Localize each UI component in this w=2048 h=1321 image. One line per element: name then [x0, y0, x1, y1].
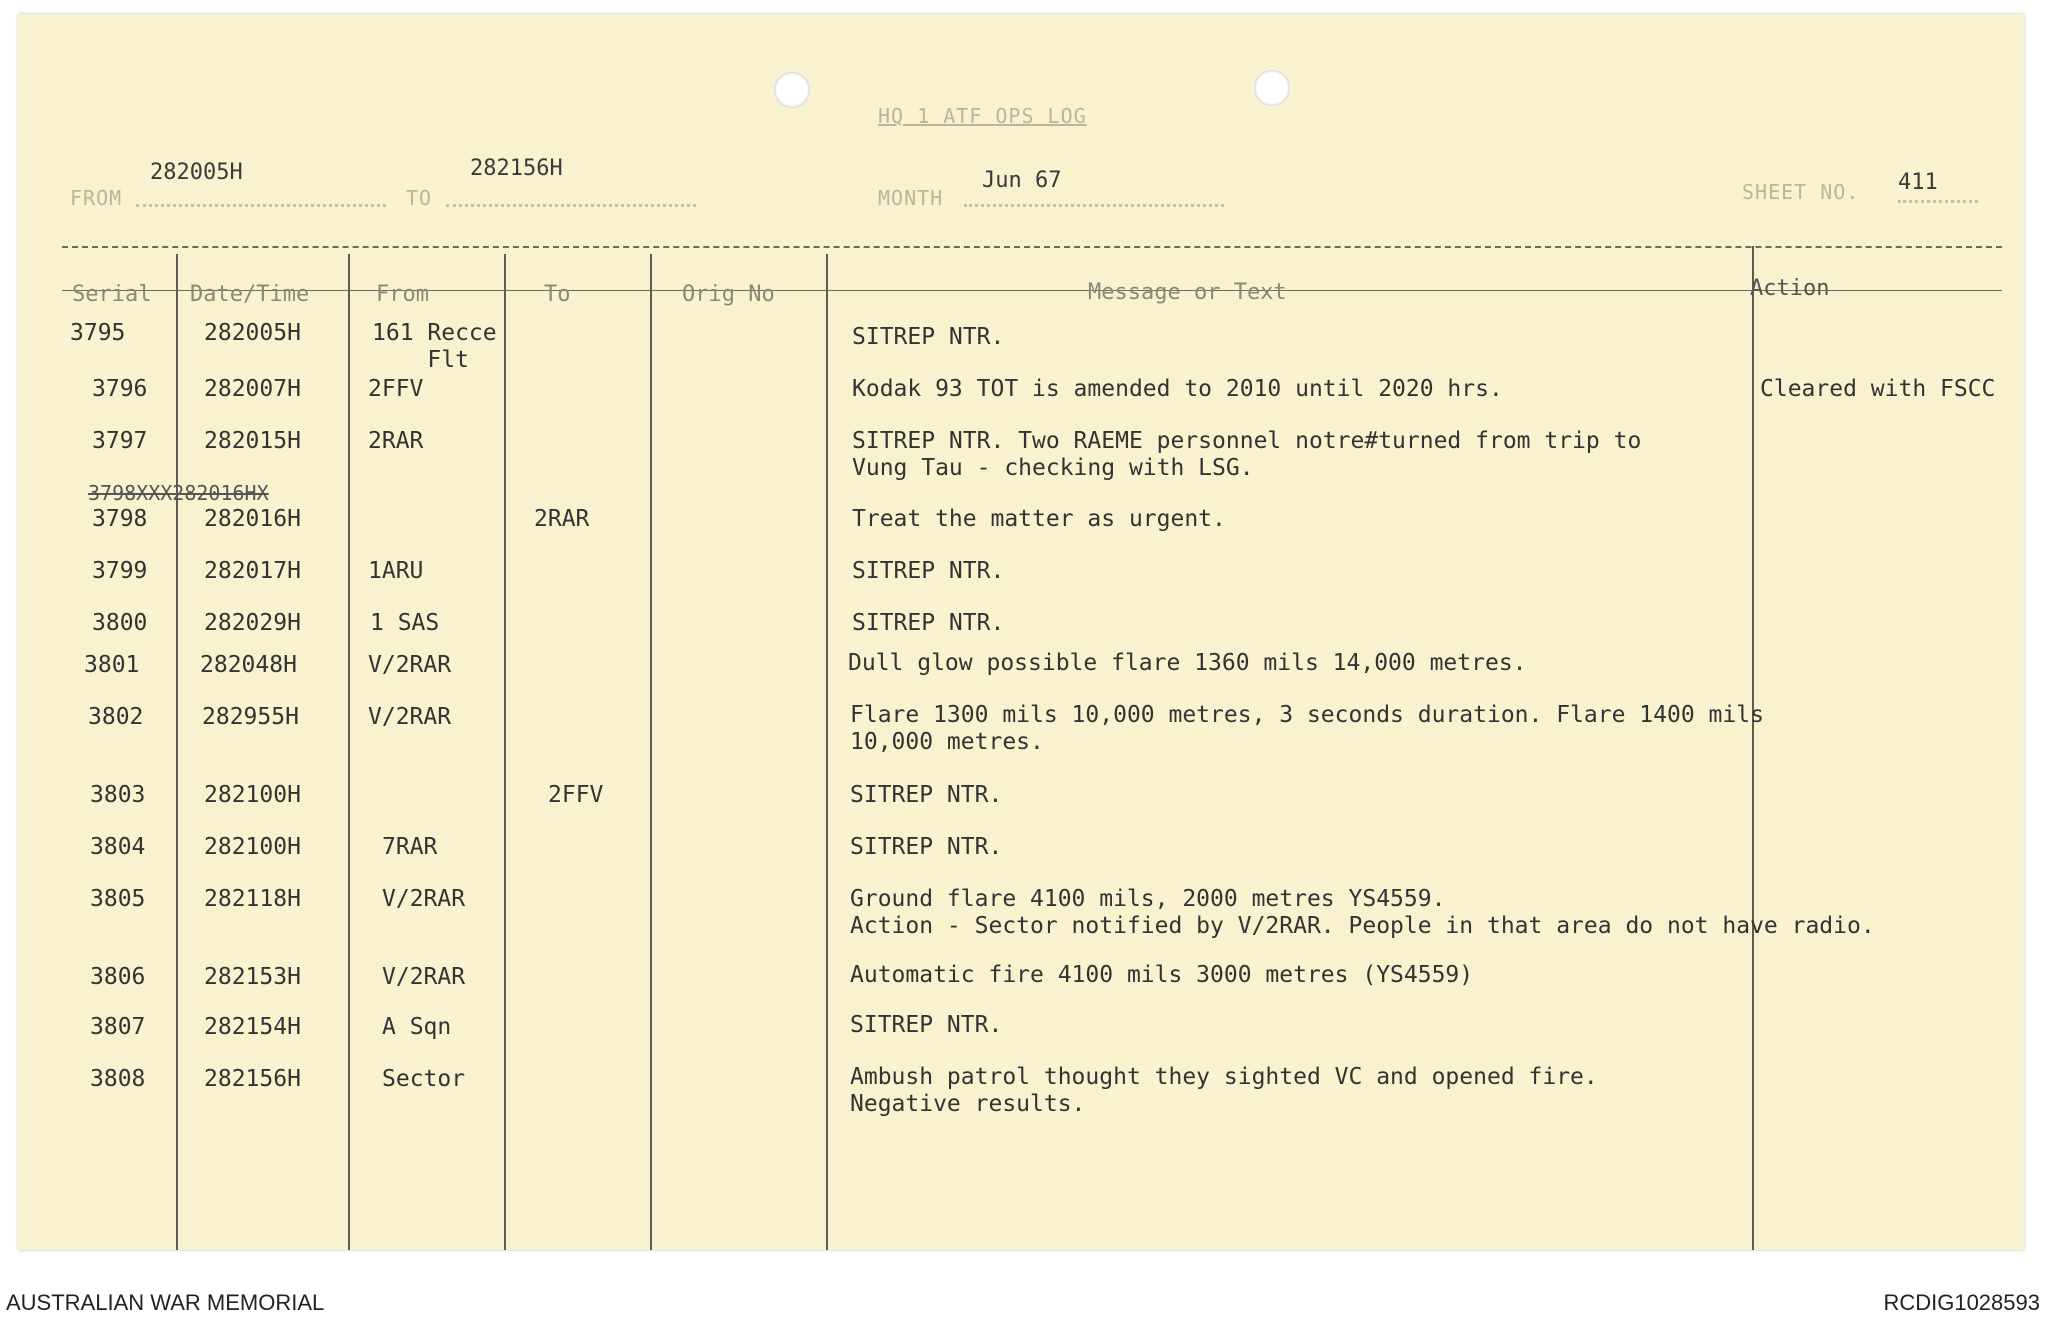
from-value: 282005H — [150, 160, 243, 185]
serial-cell: 3801 — [84, 652, 140, 678]
punch-hole-right — [1254, 70, 1290, 106]
datetime-cell: 282016H — [204, 506, 301, 532]
from-cell: V/2RAR — [382, 964, 466, 990]
message-cell: Ground flare 4100 mils, 2000 metres YS4559. Action - Sector notified by V/2RAR. People in that area do not have radio. — [850, 886, 1875, 939]
message-cell: Flare 1300 mils 10,000 metres, 3 seconds duration. Flare 1400 mils 10,000 metres. — [850, 702, 1764, 755]
punch-hole-left — [774, 72, 810, 108]
sheet-value: 411 — [1898, 170, 1938, 195]
serial-cell: 3805 — [90, 886, 146, 912]
from-cell: 2FFV — [368, 376, 424, 402]
datetime-cell: 282154H — [204, 1014, 301, 1040]
col-header-message: Message or Text — [1088, 280, 1287, 305]
footer-source: AUSTRALIAN WAR MEMORIAL — [6, 1290, 325, 1315]
message-cell: SITREP NTR. — [852, 610, 1005, 636]
serial-cell: 3795 — [70, 320, 126, 346]
col-divider-4 — [650, 254, 652, 1250]
action-cell: Cleared with FSCC — [1760, 376, 1996, 402]
from-cell: 2RAR — [368, 428, 424, 454]
message-cell: Dull glow possible flare 1360 mils 14,000 metres. — [848, 650, 1527, 676]
to-cell: 2FFV — [548, 782, 604, 808]
datetime-cell: 282029H — [204, 610, 301, 636]
month-label: MONTH — [878, 186, 944, 210]
message-cell: SITREP NTR. — [852, 324, 1005, 350]
col-header-datetime: Date/Time — [190, 282, 310, 307]
message-cell: SITREP NTR. — [852, 558, 1005, 584]
datetime-cell: 282156H — [204, 1066, 301, 1092]
datetime-cell: 282007H — [204, 376, 301, 402]
serial-cell: 3797 — [92, 428, 148, 454]
col-header-from: From — [376, 282, 429, 307]
table-header-line — [62, 290, 2002, 291]
from-cell: V/2RAR — [368, 704, 452, 730]
message-cell: SITREP NTR. — [850, 782, 1003, 808]
to-cell: 2RAR — [534, 506, 590, 532]
log-sheet — [18, 14, 2024, 1250]
col-divider-1 — [176, 254, 178, 1250]
message-cell: Automatic fire 4100 mils 3000 metres (YS4559) — [850, 962, 1474, 988]
serial-cell: 3808 — [90, 1066, 146, 1092]
to-value: 282156H — [470, 156, 563, 181]
message-cell: SITREP NTR. Two RAEME personnel notre#turned from trip to Vung Tau - checking with LSG. — [852, 428, 1642, 481]
message-cell: Treat the matter as urgent. — [852, 506, 1226, 532]
from-cell: Sector — [382, 1066, 466, 1092]
col-divider-3 — [504, 254, 506, 1250]
datetime-cell: 282118H — [204, 886, 301, 912]
to-dots — [446, 204, 696, 207]
serial-cell: 3800 — [92, 610, 148, 636]
month-dots — [964, 204, 1224, 207]
datetime-cell: 282005H — [204, 320, 301, 346]
table-top-line — [62, 246, 2002, 248]
month-value: Jun 67 — [982, 168, 1062, 193]
log-title: HQ 1 ATF OPS LOG — [878, 104, 1087, 128]
sheet-label: SHEET NO. — [1742, 180, 1860, 204]
message-cell: SITREP NTR. — [850, 1012, 1003, 1038]
message-cell: Kodak 93 TOT is amended to 2010 until 2020 hrs. — [852, 376, 1503, 402]
datetime-cell: 282153H — [204, 964, 301, 990]
serial-cell: 3796 — [92, 376, 148, 402]
serial-cell: 3806 — [90, 964, 146, 990]
footer-id: RCDIG1028593 — [1883, 1290, 2040, 1315]
from-cell: A Sqn — [382, 1014, 452, 1040]
datetime-cell: 282048H — [200, 652, 297, 678]
col-header-serial: Serial — [72, 282, 152, 307]
from-dots — [136, 204, 386, 207]
message-cell: Ambush patrol thought they sighted VC and opened fire. Negative results. — [850, 1064, 1598, 1117]
datetime-cell: 282017H — [204, 558, 301, 584]
col-header-orig-no: Orig No — [682, 282, 775, 307]
serial-cell: 3807 — [90, 1014, 146, 1040]
from-cell: 1ARU — [368, 558, 424, 584]
col-header-to: To — [544, 282, 571, 307]
sheet-dots — [1898, 200, 1978, 203]
col-header-action: Action — [1750, 276, 1830, 301]
serial-cell: 3804 — [90, 834, 146, 860]
datetime-cell: 282100H — [204, 834, 301, 860]
datetime-cell: 282100H — [204, 782, 301, 808]
from-cell: 7RAR — [382, 834, 438, 860]
from-cell: 161 Recce Flt — [372, 320, 497, 373]
to-label: TO — [406, 186, 433, 210]
serial-cell: 3798 — [92, 506, 148, 532]
struck-entry: 3798XXX282016HX — [88, 481, 269, 505]
serial-cell: 3802 — [88, 704, 144, 730]
col-divider-2 — [348, 254, 350, 1250]
col-divider-5 — [826, 254, 828, 1250]
from-cell: V/2RAR — [382, 886, 466, 912]
from-label: FROM — [70, 186, 123, 210]
datetime-cell: 282015H — [204, 428, 301, 454]
from-cell: V/2RAR — [368, 652, 452, 678]
message-cell: SITREP NTR. — [850, 834, 1003, 860]
serial-cell: 3799 — [92, 558, 148, 584]
datetime-cell: 282955H — [202, 704, 299, 730]
from-cell: 1 SAS — [370, 610, 440, 636]
serial-cell: 3803 — [90, 782, 146, 808]
